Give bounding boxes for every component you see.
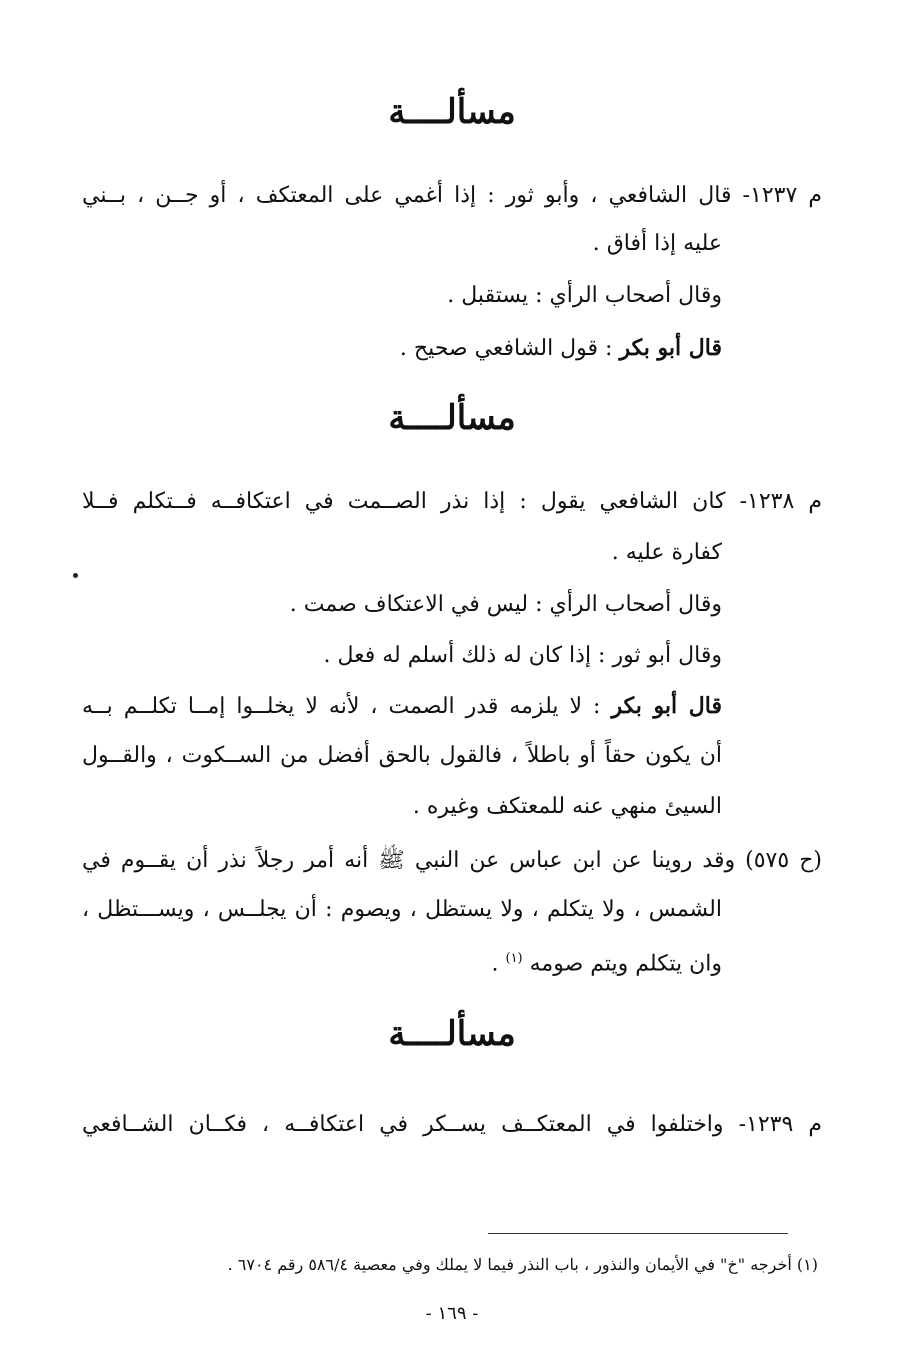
- page-number: - ١٦٩ -: [425, 1303, 479, 1324]
- text-line: أن يكون حقاً أو باطلاً ، فالقول بالحق أفضل من الســكوت ، والقــول: [82, 743, 722, 768]
- author-lead: قال أبو بكر: [611, 693, 722, 719]
- text-line: وقال أصحاب الرأي : يستقبل .: [447, 283, 722, 308]
- text-line: [400, 333, 722, 364]
- stray-dot: [73, 573, 78, 578]
- footnote-separator: [488, 1233, 788, 1234]
- footnote-ref: (١): [505, 951, 523, 966]
- text-line: عليه إذا أفاق .: [592, 231, 722, 256]
- hadith-line: (ح ٥٧٥) وقد روينا عن ابن عباس عن النبي ﷺ أنه أمر رجلاً نذر أن يقــوم في: [82, 848, 823, 873]
- section-heading-2: مسألــــة: [388, 398, 516, 438]
- text-line: السيئ منهي عنه للمعتكف وغيره .: [412, 794, 722, 819]
- text-line: وقال أبو ثور : إذا كان له ذلك أسلم له فعل .: [323, 643, 722, 668]
- text-line: م ١٢٣٧- قال الشافعي ، وأبو ثور : إذا أغمي على المعتكف ، أو جــن ، بــني: [82, 183, 822, 208]
- text-line: كفارة عليه .: [611, 540, 722, 565]
- text-line: م ١٢٣٩- واختلفوا في المعتكــف يســكر في اعتكافــه ، فكــان الشــافعي: [82, 1112, 822, 1137]
- text-main: وان يتكلم ويتم صومه: [529, 951, 722, 977]
- text-line: الشمس ، ولا يتكلم ، ولا يستظل ، ويصوم : أن يجلــس ، ويســـتظل ،: [82, 897, 722, 922]
- section-heading-3: مسألــــة: [388, 1014, 516, 1054]
- text-tail: .: [491, 951, 506, 977]
- text-line: م ١٢٣٨- كان الشافعي يقول : إذا نذر الصــمت في اعتكافــه فــتكلم فــلا: [82, 489, 822, 514]
- text-rest: : لا يلزمه قدر الصمت ، لأنه لا يخلــوا إمــا تكلــم بــه: [82, 694, 612, 719]
- text-line: [82, 691, 722, 722]
- text-rest: : قول الشافعي صحيح .: [399, 336, 620, 361]
- author-lead: قال أبو بكر: [619, 335, 722, 361]
- text-line: وقال أصحاب الرأي : ليس في الاعتكاف صمت .: [289, 592, 722, 617]
- footnote-text: (١) أخرجه "خ" في الأيمان والنذور ، باب النذر فيما لا يملك وفي معصية ٥٨٦/٤ رقم ٦٧٠٤ .: [227, 1255, 818, 1274]
- section-heading-1: مسألــــة: [388, 92, 516, 132]
- text-line: [491, 944, 722, 979]
